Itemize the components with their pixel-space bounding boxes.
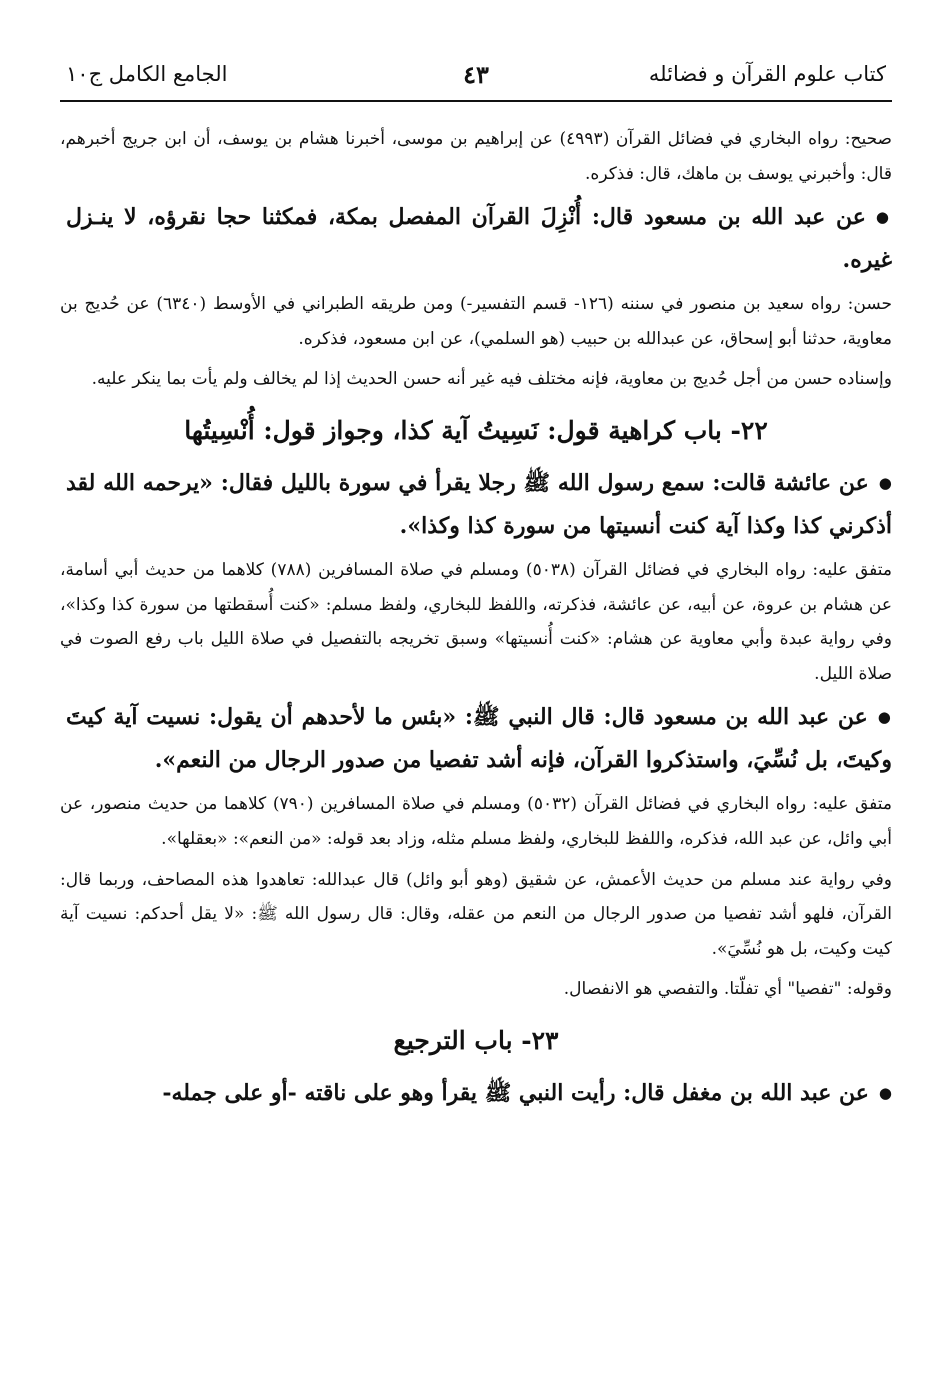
chapter-heading: ٢٣- باب الترجيع [393,1025,559,1055]
page-body [60,122,892,1122]
source-note: صحيح: رواه البخاري في فضائل القرآن (٤٩٩٣) عن إبراهيم بن موسى، أخبرنا هشام بن يوسف، أن ابن جريج أخبرهم، قال: وأخبرني يوسف بن ماهك، قال: فذكره. [60,129,892,184]
page-header [60,56,892,102]
running-collection-title: الجامع الكامل ج١٠ [66,62,228,86]
source-note: متفق عليه: رواه البخاري في فضائل القرآن (٥٠٣٨) ومسلم في صلاة المسافرين (٧٨٨) كلاهما من حديث أبي أسامة، عن هشام بن عروة، عن أبيه، عن عائشة، فذكرته، واللفظ للبخاري، ولفظ مسلم: «كنت أُسقطتها من سورة كذا وكذا»، وفي رواية عبدة وأبي معاوية عن هشام: «كنت أُنسيتها» وسبق تخريجه بالتفصيل في صلاة الليل باب رفع الصوت في صلاة الليل. [60,559,893,684]
book-page [60,0,892,1379]
grading-note: وإسناده حسن من أجل حُديج بن معاوية، فإنه مختلف فيه غير أنه حسن الحديث إذا لم يخالف ولم يأت بما ينكر عليه. [91,369,892,390]
hadith-text: ● عن عبد الله بن مغفل قال: رأيت النبي ﷺ يقرأ وهو على ناقته -أو على جمله- [60,1073,892,1116]
riwaya-note: وفي رواية عند مسلم من حديث الأعمش، عن شقيق (وهو أبو وائل) قال عبدالله: تعاهدوا هذه المصاحف، وربما قال: القرآن، فلهو أشد تفصيا من صدور الرجال من النعم من عقله، وقال: قال رسول الله ﷺ: «لا يقل أحدكم: نسيت آية كيت وكيت، بل هو نُسِّيَ». [60,869,892,959]
hadith-text: ● عن عبد الله بن مسعود قال: قال النبي ﷺ: «بئس ما لأحدهم أن يقول: نسيت آية كيتَ وكيتَ، بل نُسِّيَ، واستذكروا القرآن، فإنه أشد تفصيا من صدور الرجال من النعم». [60,697,892,781]
chapter-heading: ٢٢- باب كراهية قول: نَسِيتُ آية كذا، وجواز قول: أُنْسِيتُها [184,415,768,445]
running-book-title: كتاب علوم القرآن و فضائله [648,62,886,86]
source-note: متفق عليه: رواه البخاري في فضائل القرآن (٥٠٣٢) ومسلم في صلاة المسافرين (٧٩٠) كلاهما من حديث منصور، عن أبي وائل، عن عبد الله، فذكره، واللفظ للبخاري، ولفظ مسلم مثله، وزاد بعد قوله: «من النعم»: «بعقلها». [60,794,892,849]
hadith-text: ● عن عائشة قالت: سمع رسول الله ﷺ رجلا يقرأ في سورة بالليل فقال: «يرحمه الله لقد أذكرني كذا وكذا آية كنت أنسيتها من سورة كذا وكذا». [60,463,892,547]
word-explanation: وقوله: "تفصيا" أي تفلّتا. والتفصي هو الانفصال. [563,979,892,1000]
page-number: ٤٣ [463,60,489,89]
hadith-text: ● عن عبد الله بن مسعود قال: أُنْزِلَ القرآن المفصل بمكة، فمكثنا حجا نقرؤه، لا ينـزل غيره. [60,197,892,281]
source-note: حسن: رواه سعيد بن منصور في سننه (١٢٦- قسم التفسير-) ومن طريقه الطبراني في الأوسط (٦٣٤٠) عن حُديج بن معاوية، حدثنا أبو إسحاق، عن عبدالله بن حبيب (هو السلمي)، عن ابن مسعود، فذكره. [60,294,893,349]
